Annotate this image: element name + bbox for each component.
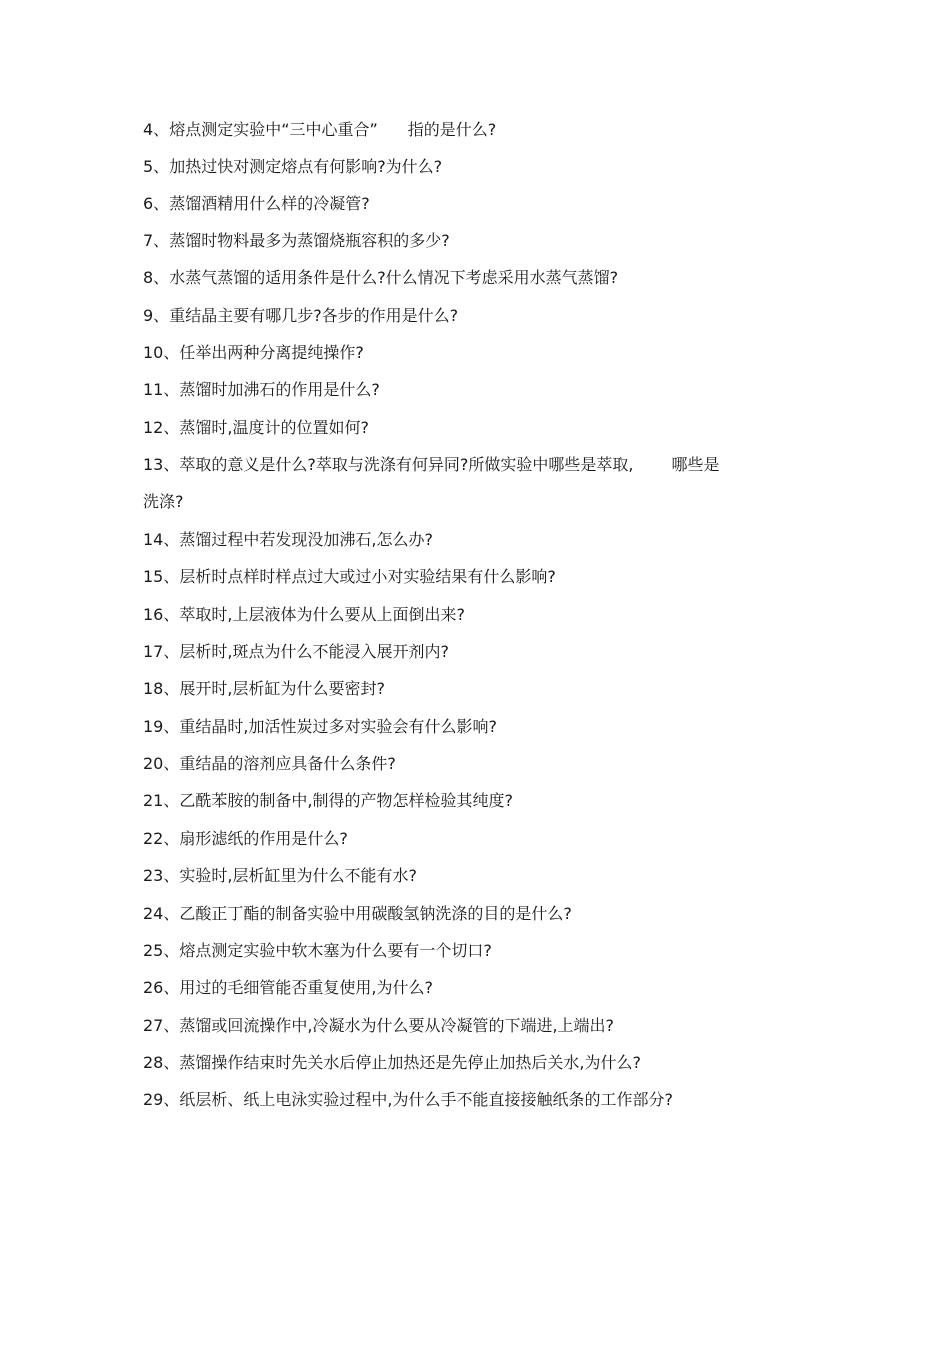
question-text: 层析时,斑点为什么不能浸入展开剂内?: [179, 642, 449, 661]
question-number: 27、: [143, 1016, 180, 1035]
question-text: 层析时点样时样点过大或过小对实验结果有什么影响?: [179, 567, 556, 586]
question-number: 4、: [143, 120, 170, 139]
question-text: 萃取时,上层液体为什么要从上面倒出来?: [179, 605, 465, 624]
question-13: [143, 455, 823, 475]
question-number: 9、: [143, 306, 170, 325]
question-22: [143, 829, 823, 849]
question-20: [143, 754, 823, 774]
question-number: 18、: [143, 679, 180, 698]
question-number: 11、: [143, 380, 180, 399]
question-19: [143, 717, 823, 737]
question-text: 蒸馏时加沸石的作用是什么?: [179, 380, 380, 399]
question-27: [143, 1016, 823, 1036]
question-number: 6、: [143, 194, 170, 213]
question-text: 蒸馏操作结束时先关水后停止加热还是先停止加热后关水,为什么?: [179, 1053, 641, 1072]
question-number: 21、: [143, 791, 180, 810]
question-number: 17、: [143, 642, 180, 661]
question-5: [143, 157, 823, 177]
question-number: 20、: [143, 754, 180, 773]
question-text: 蒸馏酒精用什么样的冷凝管?: [169, 194, 370, 213]
question-text: 蒸馏或回流操作中,冷凝水为什么要从冷凝管的下端进,上端出?: [179, 1016, 615, 1035]
question-6: [143, 194, 823, 214]
question-number: 23、: [143, 866, 180, 885]
question-13-wrap: 洗涤?: [143, 492, 184, 511]
question-14: [143, 530, 823, 550]
question-text: 乙酰苯胺的制备中,制得的产物怎样检验其纯度?: [179, 791, 513, 810]
question-text: 熔点测定实验中软木塞为什么要有一个切口?: [179, 941, 492, 960]
question-text: 熔点测定实验中“三中心重合”: [169, 120, 378, 139]
question-9: [143, 306, 823, 326]
question-number: 16、: [143, 605, 180, 624]
question-number: 19、: [143, 717, 180, 736]
question-text: 扇形滤纸的作用是什么?: [179, 829, 348, 848]
question-number: 29、: [143, 1090, 180, 1109]
question-text: 萃取的意义是什么?萃取与洗涤有何异同?所做实验中哪些是萃取,: [179, 455, 634, 474]
question-4: [143, 120, 823, 140]
question-number: 15、: [143, 567, 180, 586]
question-number: 8、: [143, 268, 170, 287]
question-text: 乙酸正丁酯的制备实验中用碳酸氢钠洗涤的目的是什么?: [179, 904, 572, 923]
question-15: [143, 567, 823, 587]
question-number: 22、: [143, 829, 180, 848]
question-text-cont: 指的是什么?: [407, 120, 497, 139]
question-text: 重结晶主要有哪几步?各步的作用是什么?: [169, 306, 459, 325]
question-text: 任举出两种分离提纯操作?: [179, 343, 364, 362]
question-number: 12、: [143, 418, 180, 437]
question-text: 实验时,层析缸里为什么不能有水?: [179, 866, 417, 885]
question-7: [143, 231, 823, 251]
question-number: 7、: [143, 231, 170, 250]
question-text: 蒸馏时,温度计的位置如何?: [179, 418, 369, 437]
question-16: [143, 605, 823, 625]
question-text-cont: 哪些是: [671, 455, 720, 474]
question-23: [143, 866, 823, 886]
question-text: 水蒸气蒸馏的适用条件是什么?什么情况下考虑采用水蒸气蒸馏?: [169, 268, 619, 287]
question-21: [143, 791, 823, 811]
question-text: 重结晶的溶剂应具备什么条件?: [179, 754, 396, 773]
question-text: 用过的毛细管能否重复使用,为什么?: [179, 978, 433, 997]
question-11: [143, 380, 823, 400]
question-12: [143, 418, 823, 438]
question-25: [143, 941, 823, 961]
question-number: 13、: [143, 455, 180, 474]
question-24: [143, 904, 823, 924]
question-number: 24、: [143, 904, 180, 923]
question-number: 5、: [143, 157, 170, 176]
question-8: [143, 268, 823, 288]
question-number: 25、: [143, 941, 180, 960]
question-text: 展开时,层析缸为什么要密封?: [179, 679, 385, 698]
question-text: 重结晶时,加活性炭过多对实验会有什么影响?: [179, 717, 497, 736]
question-number: 10、: [143, 343, 180, 362]
question-text: 蒸馏时物料最多为蒸馏烧瓶容积的多少?: [169, 231, 450, 250]
question-number: 28、: [143, 1053, 180, 1072]
question-text: 加热过快对测定熔点有何影响?为什么?: [169, 157, 443, 176]
question-28: [143, 1053, 823, 1073]
question-number: 14、: [143, 530, 180, 549]
question-18: [143, 679, 823, 699]
question-17: [143, 642, 823, 662]
question-10: [143, 343, 823, 363]
question-29: [143, 1090, 823, 1110]
question-26: [143, 978, 823, 998]
question-text: 纸层析、纸上电泳实验过程中,为什么手不能直接接触纸条的工作部分?: [179, 1090, 673, 1109]
question-number: 26、: [143, 978, 180, 997]
question-text: 蒸馏过程中若发现没加沸石,怎么办?: [179, 530, 433, 549]
